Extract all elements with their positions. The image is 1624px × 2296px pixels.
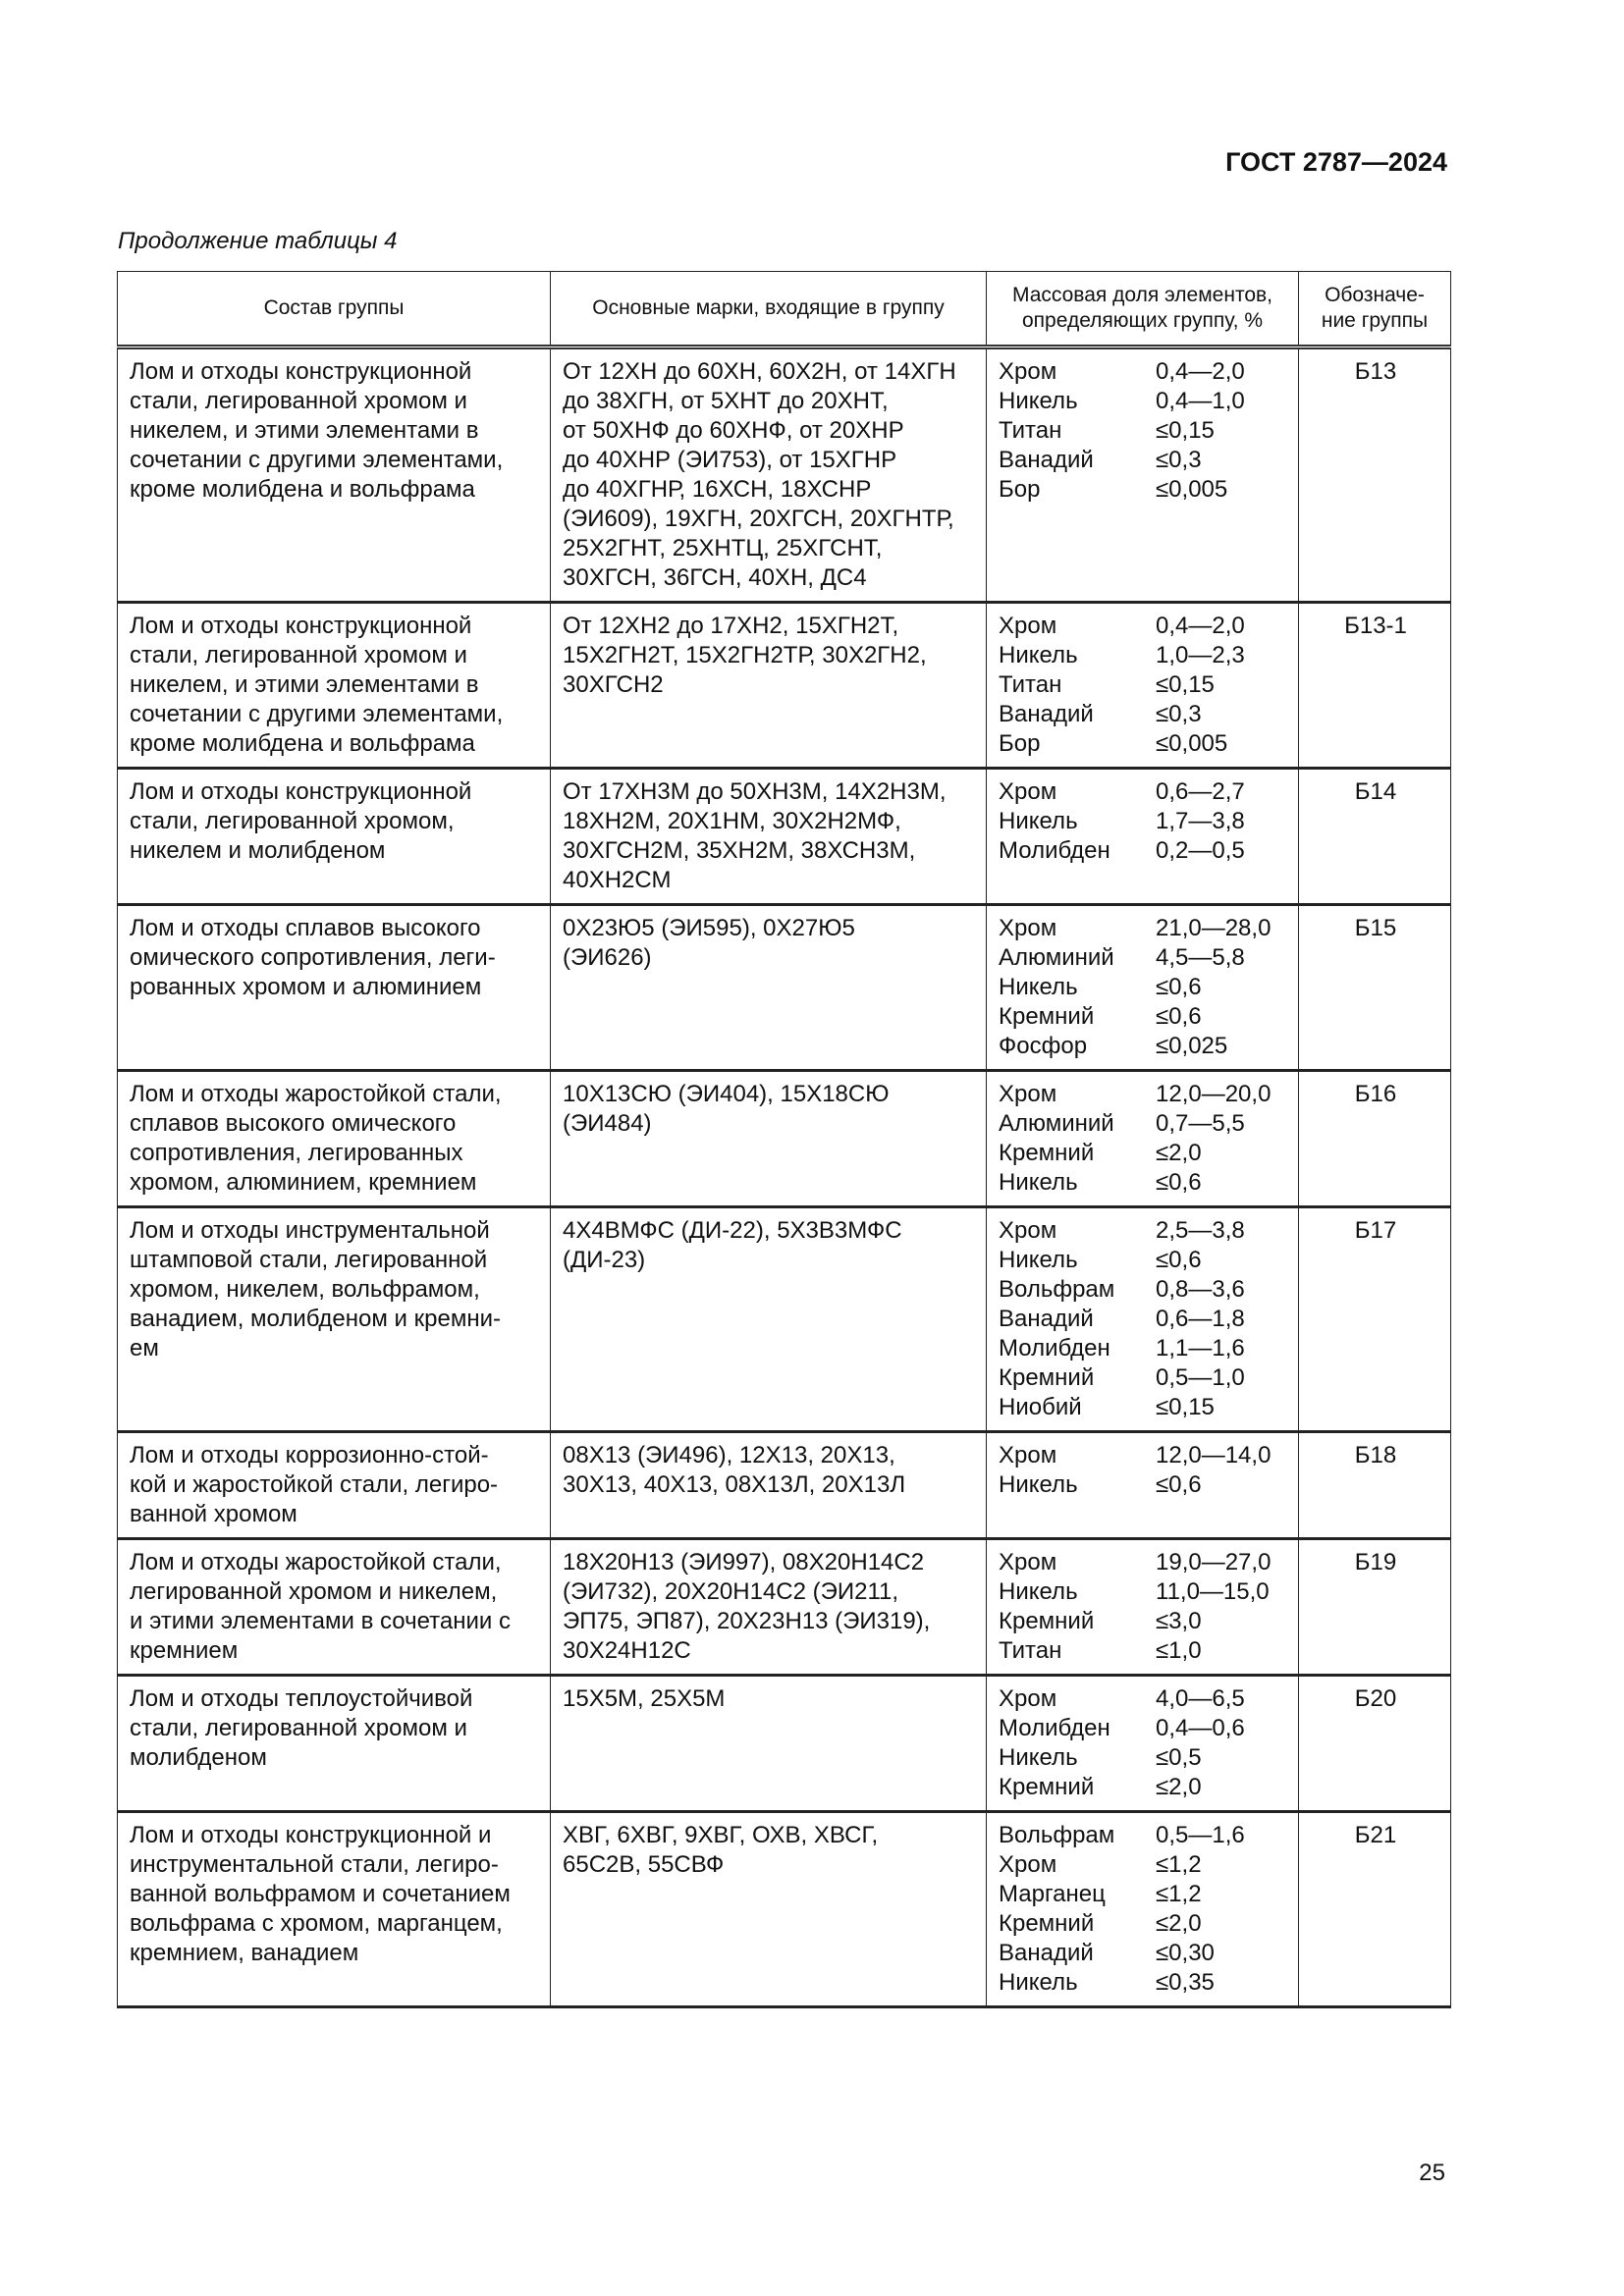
- element-value: ≤0,005: [1156, 476, 1228, 503]
- element-entry: [999, 641, 1288, 670]
- grades-line: (ДИ-23): [563, 1247, 646, 1273]
- table-body: [118, 347, 1451, 2007]
- element-value: ≤0,6: [1156, 1169, 1202, 1196]
- element-entry: [999, 1470, 1288, 1500]
- composition-line: Лом и отходы сплавов высокого: [130, 915, 481, 941]
- element-value: ≤0,6: [1156, 1247, 1202, 1273]
- element-name: Хром: [999, 1685, 1057, 1712]
- grades-line: От 12ХН2 до 17ХН2, 15ХГН2Т,: [563, 613, 899, 639]
- composition-line: омического сопротивления, леги-: [130, 944, 496, 971]
- composition-line: легированной хромом и никелем,: [130, 1578, 498, 1605]
- cell-group-code: Б19: [1299, 1539, 1451, 1676]
- element-value: 0,4—2,0: [1156, 613, 1245, 639]
- element-entry: [999, 1714, 1288, 1743]
- grades-line: до 38ХГН, от 5ХНТ до 20ХНТ,: [563, 388, 889, 414]
- element-value: 4,0—6,5: [1156, 1685, 1245, 1712]
- element-value: 0,6—2,7: [1156, 778, 1245, 805]
- cell-elements: [987, 1539, 1299, 1676]
- composition-line: Лом и отходы конструкционной и: [130, 1822, 492, 1848]
- composition-line: молибденом: [130, 1744, 267, 1771]
- composition-line: хромом, никелем, вольфрамом,: [130, 1276, 480, 1303]
- element-name: Никель: [999, 1969, 1078, 1996]
- element-value: 1,7—3,8: [1156, 808, 1245, 834]
- element-name: Кремний: [999, 1910, 1095, 1937]
- composition-line: стали, легированной хромом и: [130, 642, 467, 668]
- grades-line: (ЭИ732), 20Х20Н14С2 (ЭИ211,: [563, 1578, 899, 1605]
- element-entry: [999, 1743, 1288, 1773]
- element-entry: [999, 700, 1288, 729]
- cell-composition: [118, 1432, 551, 1539]
- composition-line: Лом и отходы жаростойкой стали,: [130, 1549, 502, 1575]
- element-name: Хром: [999, 1549, 1057, 1575]
- element-entry: [999, 670, 1288, 700]
- element-value: 0,7—5,5: [1156, 1110, 1245, 1137]
- element-value: 12,0—14,0: [1156, 1442, 1272, 1468]
- composition-line: сплавов высокого омического: [130, 1110, 457, 1137]
- composition-line: кремнием: [130, 1637, 239, 1664]
- composition-line: кроме молибдена и вольфрама: [130, 730, 475, 757]
- cell-composition: [118, 1207, 551, 1432]
- element-value: 0,8—3,6: [1156, 1276, 1245, 1303]
- element-value: ≤0,3: [1156, 447, 1202, 473]
- element-name: Никель: [999, 388, 1078, 414]
- element-entry: [999, 1363, 1288, 1393]
- element-value: ≤0,005: [1156, 730, 1228, 757]
- element-entry: [999, 1275, 1288, 1305]
- composition-line: рованных хромом и алюминием: [130, 974, 482, 1000]
- element-name: Никель: [999, 1578, 1078, 1605]
- element-entry: [999, 943, 1288, 973]
- element-entry: [999, 1939, 1288, 1968]
- element-entry: [999, 1080, 1288, 1109]
- element-entry: [999, 807, 1288, 836]
- element-value: ≤0,6: [1156, 974, 1202, 1000]
- header-composition: Состав группы: [118, 272, 551, 347]
- cell-grades: [551, 1676, 987, 1812]
- element-entry: [999, 1334, 1288, 1363]
- element-name: Никель: [999, 1744, 1078, 1771]
- element-value: 2,5—3,8: [1156, 1217, 1245, 1244]
- element-name: Хром: [999, 1851, 1057, 1878]
- element-value: 1,1—1,6: [1156, 1335, 1245, 1362]
- grades-line: 30Х24Н12С: [563, 1637, 691, 1664]
- grades-line: 30Х13, 40Х13, 08Х13Л, 20Х13Л: [563, 1471, 906, 1498]
- grades-line: 15Х2ГН2Т, 15Х2ГН2ТР, 30Х2ГН2,: [563, 642, 927, 668]
- element-entry: [999, 777, 1288, 807]
- grades-line: 10Х13СЮ (ЭИ404), 15Х18СЮ: [563, 1081, 890, 1107]
- cell-group-code: Б18: [1299, 1432, 1451, 1539]
- composition-line: инструментальной стали, легиро-: [130, 1851, 499, 1878]
- element-value: 0,6—1,8: [1156, 1306, 1245, 1332]
- cell-grades: [551, 1812, 987, 2007]
- element-value: 4,5—5,8: [1156, 944, 1245, 971]
- composition-line: никелем, и этими элементами в: [130, 417, 479, 444]
- element-entry: [999, 1968, 1288, 1998]
- grades-line: до 40ХНР (ЭИ753), от 15ХГНР: [563, 447, 897, 473]
- element-value: 21,0—28,0: [1156, 915, 1272, 941]
- composition-line: сочетании с другими элементами,: [130, 447, 504, 473]
- grades-line: 4Х4ВМФС (ДИ-22), 5Х3В3МФС: [563, 1217, 902, 1244]
- element-entry: [999, 1684, 1288, 1714]
- element-value: ≤0,6: [1156, 1471, 1202, 1498]
- element-name: Кремний: [999, 1774, 1095, 1800]
- cell-composition: [118, 347, 551, 603]
- cell-grades: [551, 1539, 987, 1676]
- grades-line: (ЭИ609), 19ХГН, 20ХГСН, 20ХГНТР,: [563, 506, 954, 532]
- header-code-line: Обозначе-: [1325, 284, 1425, 306]
- table-row: [118, 1812, 1451, 2007]
- table-row: [118, 769, 1451, 905]
- page-number: 25: [1419, 2160, 1445, 2186]
- composition-line: Лом и отходы инструментальной: [130, 1217, 490, 1244]
- composition-line: кой и жаростойкой стали, легиро-: [130, 1471, 499, 1498]
- cell-grades: [551, 1071, 987, 1207]
- element-value: 19,0—27,0: [1156, 1549, 1272, 1575]
- table-header-row: [118, 272, 1451, 347]
- element-name: Кремний: [999, 1140, 1095, 1166]
- grades-line: ХВГ, 6ХВГ, 9ХВГ, ОХВ, ХВСГ,: [563, 1822, 879, 1848]
- element-name: Марганец: [999, 1881, 1106, 1907]
- cell-grades: [551, 1432, 987, 1539]
- grades-line: от 50ХНФ до 60ХНФ, от 20ХНР: [563, 417, 904, 444]
- header-grades: Основные марки, входящие в группу: [551, 272, 987, 347]
- composition-line: стали, легированной хромом,: [130, 808, 455, 834]
- cell-grades: [551, 905, 987, 1071]
- element-name: Кремний: [999, 1003, 1095, 1030]
- steel-scrap-groups-table: [117, 271, 1451, 2008]
- element-name: Никель: [999, 808, 1078, 834]
- element-name: Бор: [999, 476, 1041, 503]
- element-name: Хром: [999, 1081, 1057, 1107]
- element-value: 0,2—0,5: [1156, 837, 1245, 864]
- element-value: 0,5—1,6: [1156, 1822, 1245, 1848]
- cell-elements: [987, 905, 1299, 1071]
- table-caption: Продолжение таблицы 4: [118, 228, 398, 254]
- grades-line: 30ХГСН2М, 35ХН2М, 38ХСН3М,: [563, 837, 916, 864]
- element-value: ≤1,2: [1156, 1851, 1202, 1878]
- table-row: [118, 347, 1451, 603]
- cell-composition: [118, 769, 551, 905]
- composition-line: и этими элементами в сочетании с: [130, 1608, 511, 1634]
- grades-line: 18Х20Н13 (ЭИ997), 08Х20Н14С2: [563, 1549, 925, 1575]
- cell-elements: [987, 1207, 1299, 1432]
- element-entry: [999, 387, 1288, 416]
- element-entry: [999, 416, 1288, 446]
- element-name: Хром: [999, 613, 1057, 639]
- element-value: 12,0—20,0: [1156, 1081, 1272, 1107]
- element-value: 0,4—0,6: [1156, 1715, 1245, 1741]
- element-name: Титан: [999, 671, 1062, 698]
- cell-composition: [118, 905, 551, 1071]
- cell-composition: [118, 1812, 551, 2007]
- grades-line: (ЭИ626): [563, 944, 652, 971]
- table-row: [118, 1432, 1451, 1539]
- composition-line: вольфрама с хромом, марганцем,: [130, 1910, 503, 1937]
- element-entry: [999, 1577, 1288, 1607]
- cell-composition: [118, 603, 551, 769]
- element-value: ≤1,0: [1156, 1637, 1202, 1664]
- cell-composition: [118, 1071, 551, 1207]
- element-value: ≤3,0: [1156, 1608, 1202, 1634]
- composition-line: ванадием, молибденом и кремни-: [130, 1306, 501, 1332]
- header-code: [1299, 272, 1451, 347]
- element-name: Никель: [999, 642, 1078, 668]
- composition-line: стали, легированной хромом и: [130, 388, 467, 414]
- element-value: ≤2,0: [1156, 1774, 1202, 1800]
- cell-elements: [987, 1812, 1299, 2007]
- grades-line: 65С2В, 55СВФ: [563, 1851, 725, 1878]
- table-row: [118, 1676, 1451, 1812]
- element-value: ≤2,0: [1156, 1140, 1202, 1166]
- element-value: ≤0,6: [1156, 1003, 1202, 1030]
- composition-line: никелем, и этими элементами в: [130, 671, 479, 698]
- element-name: Кремний: [999, 1608, 1095, 1634]
- element-entry: [999, 1821, 1288, 1850]
- grades-line: до 40ХГНР, 16ХСН, 18ХСНР: [563, 476, 872, 503]
- header-elements-line: определяющих группу, %: [1022, 309, 1263, 332]
- element-entry: [999, 1636, 1288, 1666]
- element-name: Молибден: [999, 1715, 1110, 1741]
- element-value: ≤0,35: [1156, 1969, 1215, 1996]
- grades-line: 25Х2ГНТ, 25ХНТЦ, 25ХГСНТ,: [563, 535, 883, 561]
- element-entry: [999, 1168, 1288, 1198]
- element-name: Фосфор: [999, 1033, 1088, 1059]
- element-entry: [999, 836, 1288, 866]
- cell-group-code: Б13-1: [1299, 603, 1451, 769]
- composition-line: хромом, алюминием, кремнием: [130, 1169, 477, 1196]
- element-value: ≤0,3: [1156, 701, 1202, 727]
- element-name: Никель: [999, 974, 1078, 1000]
- element-name: Молибден: [999, 1335, 1110, 1362]
- element-value: 0,5—1,0: [1156, 1364, 1245, 1391]
- table-row: [118, 905, 1451, 1071]
- element-value: ≤0,30: [1156, 1940, 1215, 1966]
- element-value: ≤0,15: [1156, 671, 1215, 698]
- composition-line: ем: [130, 1335, 159, 1362]
- cell-grades: [551, 347, 987, 603]
- element-name: Ванадий: [999, 1306, 1094, 1332]
- grades-line: 15Х5М, 25Х5М: [563, 1685, 726, 1712]
- element-entry: [999, 1139, 1288, 1168]
- grades-line: (ЭИ484): [563, 1110, 652, 1137]
- element-entry: [999, 475, 1288, 505]
- composition-line: ванной хромом: [130, 1501, 298, 1527]
- element-value: ≤0,5: [1156, 1744, 1202, 1771]
- element-entry: [999, 1393, 1288, 1422]
- header-elements-line: Массовая доля элементов,: [1011, 284, 1272, 306]
- element-entry: [999, 446, 1288, 475]
- composition-line: Лом и отходы жаростойкой стали,: [130, 1081, 502, 1107]
- element-name: Ванадий: [999, 447, 1094, 473]
- element-value: 1,0—2,3: [1156, 642, 1245, 668]
- element-value: 0,4—2,0: [1156, 358, 1245, 385]
- element-name: Ниобий: [999, 1394, 1082, 1420]
- standard-designation: ГОСТ 2787—2024: [1225, 147, 1447, 177]
- cell-group-code: Б13: [1299, 347, 1451, 603]
- grades-line: 08Х13 (ЭИ496), 12Х13, 20Х13,: [563, 1442, 895, 1468]
- element-name: Титан: [999, 417, 1062, 444]
- element-entry: [999, 1002, 1288, 1032]
- cell-group-code: Б20: [1299, 1676, 1451, 1812]
- table-row: [118, 1207, 1451, 1432]
- element-entry: [999, 1773, 1288, 1802]
- element-name: Кремний: [999, 1364, 1095, 1391]
- cell-elements: [987, 1676, 1299, 1812]
- cell-composition: [118, 1539, 551, 1676]
- element-entry: [999, 1548, 1288, 1577]
- table-row: [118, 1539, 1451, 1676]
- element-entry: [999, 729, 1288, 759]
- table-row: [118, 1071, 1451, 1207]
- element-entry: [999, 1305, 1288, 1334]
- element-value: 0,4—1,0: [1156, 388, 1245, 414]
- cell-grades: [551, 1207, 987, 1432]
- composition-line: сопротивления, легированных: [130, 1140, 463, 1166]
- element-entry: [999, 612, 1288, 641]
- element-name: Вольфрам: [999, 1822, 1115, 1848]
- element-entry: [999, 1216, 1288, 1246]
- grades-line: 18ХН2М, 20Х1НМ, 30Х2Н2МФ,: [563, 808, 901, 834]
- element-entry: [999, 1246, 1288, 1275]
- element-value: ≤1,2: [1156, 1881, 1202, 1907]
- header-code-line: ние группы: [1321, 309, 1429, 332]
- element-name: Бор: [999, 730, 1041, 757]
- element-value: ≤0,15: [1156, 1394, 1215, 1420]
- grades-line: От 12ХН до 60ХН, 60Х2Н, от 14ХГН: [563, 358, 956, 385]
- composition-line: Лом и отходы конструкционной: [130, 613, 472, 639]
- grades-line: 40ХН2СМ: [563, 867, 672, 893]
- element-value: ≤0,025: [1156, 1033, 1228, 1059]
- cell-composition: [118, 1676, 551, 1812]
- composition-line: ванной вольфрамом и сочетанием: [130, 1881, 511, 1907]
- composition-line: Лом и отходы теплоустойчивой: [130, 1685, 473, 1712]
- cell-group-code: Б21: [1299, 1812, 1451, 2007]
- cell-group-code: Б14: [1299, 769, 1451, 905]
- element-name: Ванадий: [999, 1940, 1094, 1966]
- grades-line: 30ХГСН2: [563, 671, 664, 698]
- cell-elements: [987, 603, 1299, 769]
- cell-elements: [987, 769, 1299, 905]
- grades-line: ЭП75, ЭП87), 20Х23Н13 (ЭИ319),: [563, 1608, 931, 1634]
- element-name: Хром: [999, 778, 1057, 805]
- element-entry: [999, 1909, 1288, 1939]
- element-name: Никель: [999, 1169, 1078, 1196]
- element-name: Хром: [999, 358, 1057, 385]
- element-entry: [999, 1032, 1288, 1061]
- element-name: Хром: [999, 1217, 1057, 1244]
- element-name: Ванадий: [999, 701, 1094, 727]
- composition-line: штамповой стали, легированной: [130, 1247, 488, 1273]
- header-elements: [987, 272, 1299, 347]
- composition-line: сочетании с другими элементами,: [130, 701, 504, 727]
- grades-line: От 17ХН3М до 50ХН3М, 14Х2Н3М,: [563, 778, 947, 805]
- composition-line: Лом и отходы конструкционной: [130, 358, 472, 385]
- element-name: Хром: [999, 1442, 1057, 1468]
- table-row: [118, 603, 1451, 769]
- element-entry: [999, 1109, 1288, 1139]
- composition-line: кремнием, ванадием: [130, 1940, 359, 1966]
- element-entry: [999, 914, 1288, 943]
- element-entry: [999, 1880, 1288, 1909]
- element-name: Вольфрам: [999, 1276, 1115, 1303]
- cell-grades: [551, 603, 987, 769]
- composition-line: никелем и молибденом: [130, 837, 386, 864]
- element-entry: [999, 1850, 1288, 1880]
- element-entry: [999, 1441, 1288, 1470]
- grades-line: 30ХГСН, 36ГСН, 40ХН, ДС4: [563, 564, 867, 591]
- element-value: 11,0—15,0: [1156, 1578, 1270, 1605]
- element-entry: [999, 973, 1288, 1002]
- element-name: Никель: [999, 1471, 1078, 1498]
- element-name: Хром: [999, 915, 1057, 941]
- cell-grades: [551, 769, 987, 905]
- element-value: ≤0,15: [1156, 417, 1215, 444]
- composition-line: Лом и отходы конструкционной: [130, 778, 472, 805]
- element-name: Алюминий: [999, 944, 1114, 971]
- cell-group-code: Б16: [1299, 1071, 1451, 1207]
- cell-elements: [987, 347, 1299, 603]
- cell-group-code: Б15: [1299, 905, 1451, 1071]
- element-name: Алюминий: [999, 1110, 1114, 1137]
- element-entry: [999, 1607, 1288, 1636]
- cell-elements: [987, 1432, 1299, 1539]
- composition-line: кроме молибдена и вольфрама: [130, 476, 475, 503]
- element-entry: [999, 357, 1288, 387]
- element-name: Молибден: [999, 837, 1110, 864]
- composition-line: Лом и отходы коррозионно-стой-: [130, 1442, 489, 1468]
- element-name: Никель: [999, 1247, 1078, 1273]
- cell-group-code: Б17: [1299, 1207, 1451, 1432]
- grades-line: 0Х23Ю5 (ЭИ595), 0Х27Ю5: [563, 915, 855, 941]
- cell-elements: [987, 1071, 1299, 1207]
- composition-line: стали, легированной хромом и: [130, 1715, 467, 1741]
- element-value: ≤2,0: [1156, 1910, 1202, 1937]
- element-name: Титан: [999, 1637, 1062, 1664]
